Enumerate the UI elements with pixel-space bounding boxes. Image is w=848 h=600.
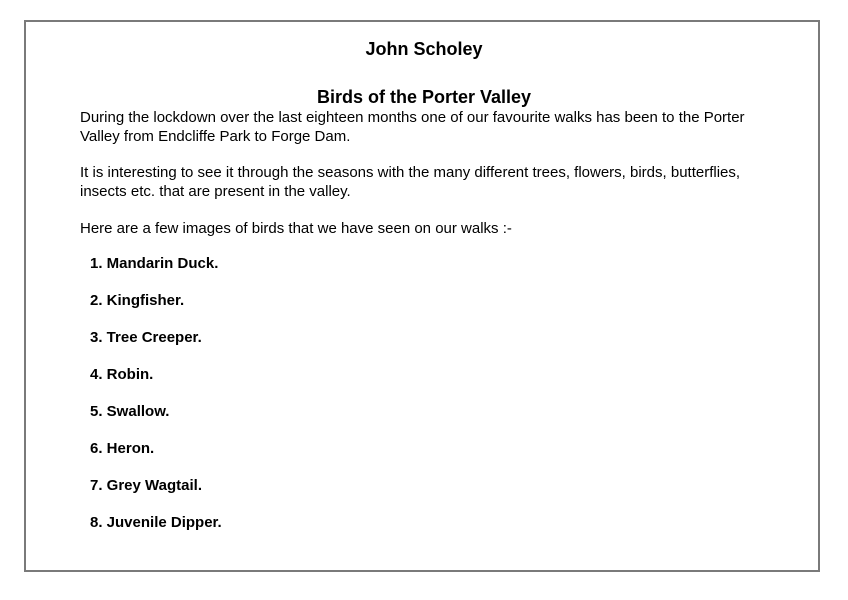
list-item: 6. Heron.	[90, 440, 155, 457]
list-item: 1. Mandarin Duck.	[90, 255, 219, 272]
list-item: 7. Grey Wagtail.	[90, 477, 202, 494]
list-item: 3. Tree Creeper.	[90, 329, 202, 346]
list-item: 2. Kingfisher.	[90, 292, 185, 309]
author-name: John Scholey	[365, 39, 483, 59]
list-item: 5. Swallow.	[90, 403, 170, 420]
list-item: 4. Robin.	[90, 366, 154, 383]
list-item: 8. Juvenile Dipper.	[90, 514, 222, 531]
document-title: Birds of the Porter Valley	[316, 87, 532, 107]
images-intro-paragraph: Here are a few images of birds that we have seen on our walks :-	[80, 220, 512, 237]
bird-list	[90, 254, 222, 550]
intro-paragraph: During the lockdown over the last eighteen months one of our favourite walks has been to the Porter Valley from Endcliffe Park to Forge Dam.	[80, 109, 745, 145]
seasons-paragraph: It is interesting to see it through the seasons with the many different trees, flowers, birds, butterflies, insects etc. that are present in the valley.	[80, 164, 741, 200]
page-frame	[24, 20, 820, 572]
